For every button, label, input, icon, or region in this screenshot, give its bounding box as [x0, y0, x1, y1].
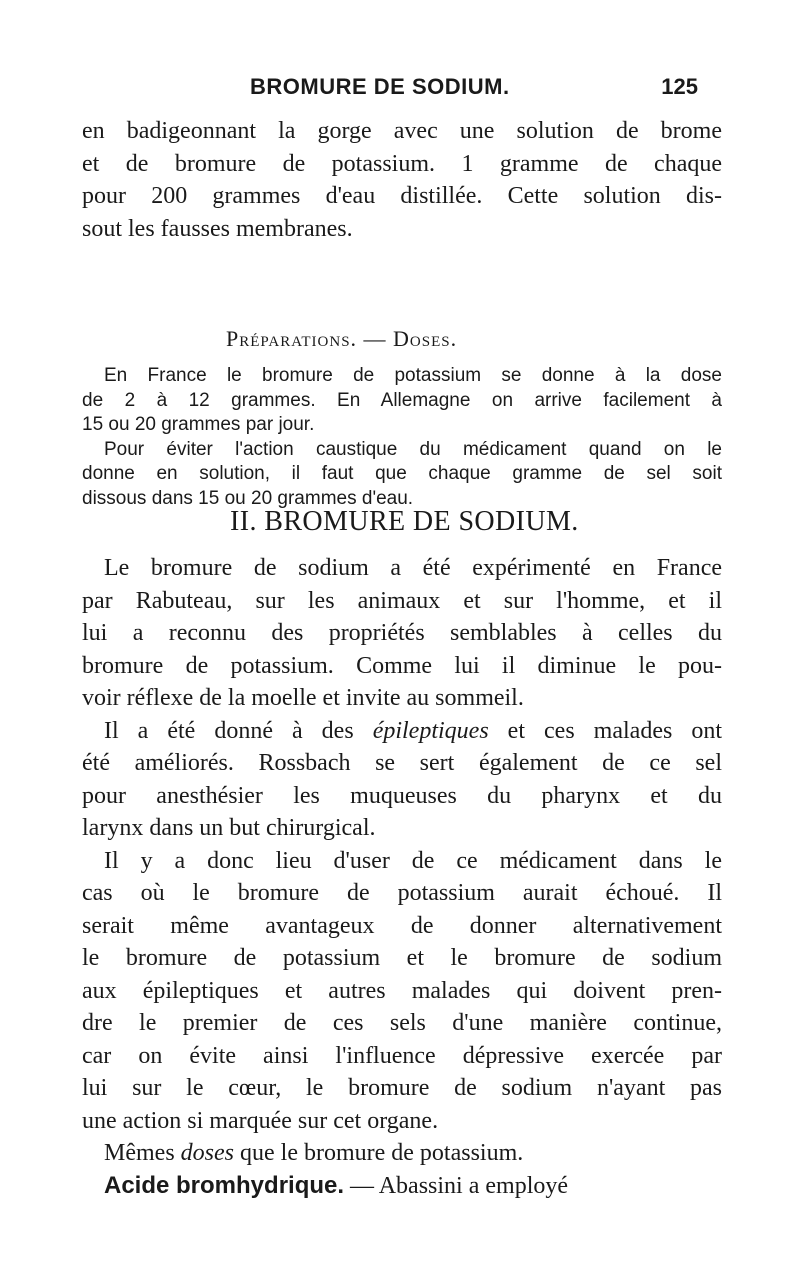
text-line: de 2 à 12 grammes. En Allemagne on arrive facilement à — [82, 389, 722, 411]
text-run: Il a été donné à des — [104, 717, 373, 744]
text-run: Mêmes — [104, 1140, 181, 1166]
bold-term: Acide bromhydrique. — [104, 1171, 345, 1199]
section-body — [82, 552, 722, 1202]
text-run: — Abassini a employé — [344, 1172, 569, 1199]
text-line: dissous dans 15 ou 20 grammes d'eau. — [82, 487, 414, 509]
text-line: cas où le bromure de potassium aurait échoué. Il — [82, 880, 722, 906]
text-line: En France le bromure de potassium se donne à la dose — [104, 365, 722, 386]
text-line: dre le premier de ces sels d'une manière continue, — [82, 1010, 722, 1036]
text-line: Le bromure de sodium a été expérimenté en France — [104, 555, 722, 581]
section-heading: II. BROMURE DE SODIUM. — [230, 506, 579, 537]
text-line: une action si marquée sur cet organe. — [82, 1107, 439, 1134]
text-line: aux épileptiques et autres malades qui doivent pren- — [82, 977, 722, 1004]
text-line: le bromure de potassium et le bromure de sodium — [82, 945, 722, 971]
text-line: larynx dans un but chirurgical. — [82, 815, 376, 841]
text-line: pour 200 grammes d'eau distillée. Cette solution dis- — [82, 183, 722, 209]
text-line: bromure de potassium. Comme lui il diminue le pou- — [82, 652, 722, 679]
text-line: donne en solution, il faut que chaque gramme de sel soit — [82, 463, 722, 484]
text-line — [82, 1170, 722, 1203]
text-run: et ces malades ont — [488, 717, 722, 744]
running-head — [250, 74, 720, 100]
text-line: Il y a donc lieu d'user de ce médicament dans le — [104, 847, 722, 874]
text-line: été améliorés. Rossbach se sert également de ce sel — [82, 750, 722, 776]
page-number: 125 — [661, 74, 698, 99]
small-print-block — [82, 364, 722, 511]
paragraph-intro — [82, 115, 722, 245]
text-line: Pour éviter l'action caustique du médicament quand on le — [104, 438, 722, 460]
text-line: en badigeonnant la gorge avec une solution de brome — [82, 118, 722, 144]
text-line: et de bromure de potassium. 1 gramme de chaque — [82, 150, 722, 177]
text-line: voir réflexe de la moelle et invite au sommeil. — [82, 685, 524, 711]
text-run: que le bromure de potassium. — [234, 1140, 524, 1166]
running-title: BROMURE DE SODIUM. — [250, 74, 510, 99]
text-line: lui a reconnu des propriétés semblables à celles du — [82, 620, 722, 646]
text-line: par Rabuteau, sur les animaux et sur l'homme, et il — [82, 587, 722, 614]
text-line: car on évite ainsi l'influence dépressive exercée par — [82, 1042, 722, 1069]
text-line: lui sur le cœur, le bromure de sodium n'ayant pas — [82, 1075, 722, 1101]
text-line — [82, 1137, 722, 1170]
text-line — [82, 715, 722, 748]
preparations-heading: Préparations. — Doses. — [226, 326, 458, 351]
italic-term: épileptiques — [372, 717, 489, 744]
text-line: sout les fausses membranes. — [82, 215, 353, 242]
italic-term: doses — [180, 1140, 234, 1166]
text-line: serait même avantageux de donner alternativement — [82, 912, 722, 939]
text-line: 15 ou 20 grammes par jour. — [82, 414, 315, 435]
text-line: pour anesthésier les muqueuses du pharynx et du — [82, 782, 722, 809]
